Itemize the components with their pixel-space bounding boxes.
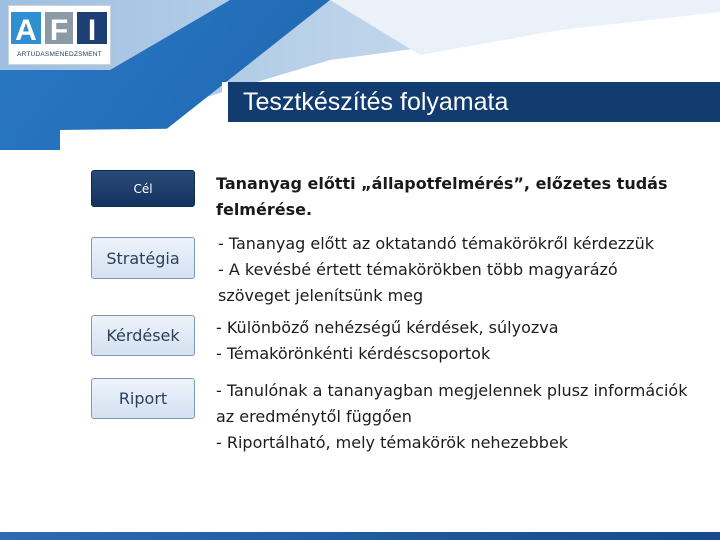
row-text-line: - Tananyag előtt az oktatandó témakörökről kérdezzük — [218, 234, 654, 253]
title-bar — [228, 82, 720, 122]
row-text-kerdesek — [216, 315, 559, 367]
logo-letter-i: I — [87, 14, 97, 47]
row-text-line: - A kevésbé értett témakörökben több magyarázó — [218, 260, 618, 279]
row-text-riport — [216, 378, 687, 456]
row-text-line: Tananyag előtti „állapotfelmérés”, előzetes tudás — [216, 174, 668, 193]
slide-title: Tesztkészítés folyamata — [243, 88, 509, 116]
bg-left-panel — [0, 150, 60, 540]
row-text-line: az eredménytől függően — [216, 407, 412, 426]
row-text-line: - Tanulónak a tananyagban megjelennek plusz információk — [216, 381, 688, 400]
row-label-strategia: Stratégia — [91, 237, 195, 279]
row-text-line: - Riportálható, mely témakörök nehezebbek — [216, 433, 569, 452]
row-text-line: felmérése. — [216, 200, 313, 219]
logo-letter-a: A — [15, 14, 37, 47]
row-text-strategia — [218, 231, 654, 309]
row-label-kerdesek: Kérdések — [91, 315, 195, 356]
row-text-line: - Témakörönkénti kérdéscsoportok — [216, 344, 491, 363]
bottom-accent-bar — [0, 532, 720, 540]
logo-caption: ARTUDASMENEDZSMENT — [17, 51, 102, 58]
row-text-line: - Különböző nehézségű kérdések, súlyozva — [216, 318, 559, 337]
row-text-cel — [216, 171, 667, 223]
company-logo — [8, 5, 111, 65]
row-label-cel: Cél — [91, 170, 195, 207]
row-label-riport: Riport — [91, 378, 195, 419]
row-text-line: szöveget jelenítsünk meg — [218, 286, 424, 305]
logo-letter-f: F — [49, 14, 69, 47]
